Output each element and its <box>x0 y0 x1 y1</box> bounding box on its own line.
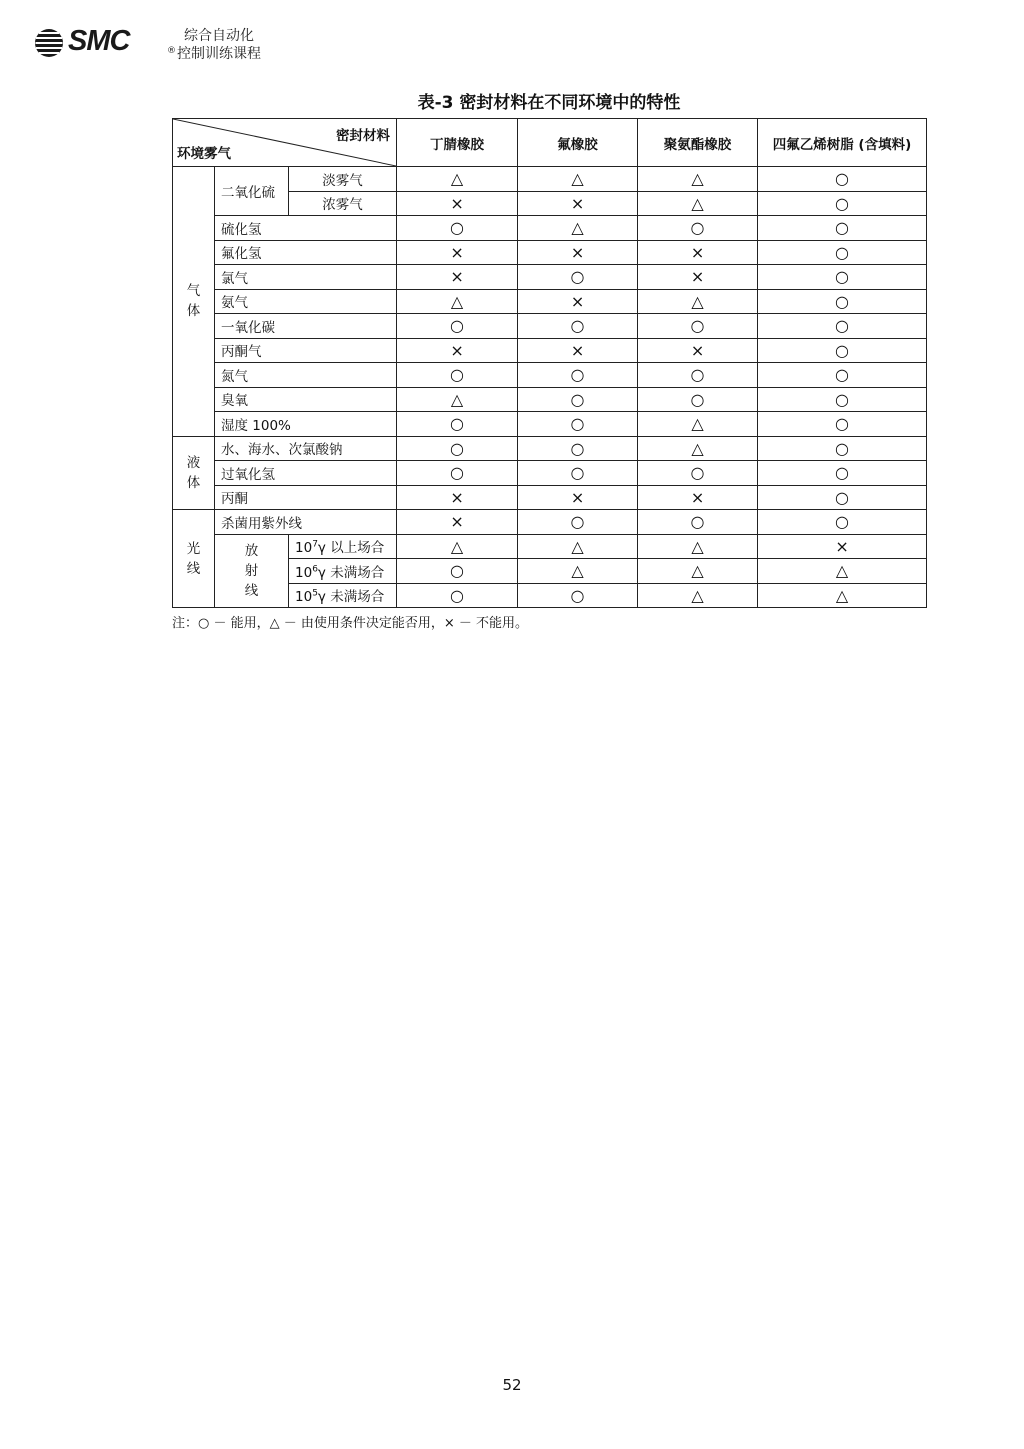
category-radiation: 放 射 线 <box>215 534 289 608</box>
row-label: 丙酮 <box>215 485 397 510</box>
cell-value: △ <box>758 559 927 584</box>
cell-value: ○ <box>397 583 518 608</box>
cell-value: × <box>758 534 927 559</box>
cell-value: △ <box>638 191 758 216</box>
smc-globe-icon <box>34 28 64 58</box>
cell-value: × <box>638 338 758 363</box>
cell-value: △ <box>518 534 638 559</box>
row-label <box>289 583 397 608</box>
label-base: 10 <box>295 589 313 606</box>
row-label: 一氧化碳 <box>215 314 397 339</box>
label-base: 10 <box>295 564 313 581</box>
cell-value: ○ <box>638 510 758 535</box>
cell-value: ○ <box>397 314 518 339</box>
cell-value: △ <box>397 534 518 559</box>
cell-value: ○ <box>758 363 927 388</box>
row-label: 水、海水、次氯酸钠 <box>215 436 397 461</box>
header-line-1: 综合自动化 <box>184 28 254 44</box>
cell-value: ○ <box>638 363 758 388</box>
table-row <box>173 314 927 339</box>
cell-value: △ <box>638 559 758 584</box>
row-label <box>289 534 397 559</box>
page-number: 52 <box>502 1376 522 1394</box>
row-label: 浓雾气 <box>289 191 397 216</box>
cell-value: ○ <box>758 314 927 339</box>
table-row <box>173 510 927 535</box>
category-so2: 二氧化硫 <box>215 167 289 216</box>
cell-value: ○ <box>397 559 518 584</box>
row-label: 氟化氢 <box>215 240 397 265</box>
row-label <box>289 559 397 584</box>
label-rest: γ 以上场合 <box>317 540 385 557</box>
row-label: 丙酮气 <box>215 338 397 363</box>
cell-value: ○ <box>758 265 927 290</box>
label-rest: γ 未满场合 <box>317 564 385 581</box>
table-row <box>173 461 927 486</box>
cell-value: ○ <box>758 240 927 265</box>
cell-value: ○ <box>758 289 927 314</box>
table-row <box>173 412 927 437</box>
cell-value: ○ <box>397 216 518 241</box>
cell-value: ○ <box>518 265 638 290</box>
cell-value: ○ <box>758 485 927 510</box>
cell-value: ○ <box>638 461 758 486</box>
cell-value: ○ <box>397 461 518 486</box>
table-row <box>173 534 927 559</box>
row-label: 氨气 <box>215 289 397 314</box>
smc-logo <box>34 24 274 64</box>
cell-value: △ <box>638 167 758 192</box>
label-base: 10 <box>295 540 313 557</box>
table-row <box>173 436 927 461</box>
cell-value: △ <box>397 387 518 412</box>
cell-value: ○ <box>758 338 927 363</box>
cell-value: ○ <box>518 363 638 388</box>
label-exponent: 6 <box>312 564 318 575</box>
cell-value: × <box>518 485 638 510</box>
cell-value: × <box>397 510 518 535</box>
cell-value: × <box>518 191 638 216</box>
cell-value: × <box>397 485 518 510</box>
row-label: 湿度 100% <box>215 412 397 437</box>
cell-value: △ <box>638 436 758 461</box>
cell-value: × <box>638 265 758 290</box>
cell-value: △ <box>638 583 758 608</box>
table-row <box>173 387 927 412</box>
cell-value: ○ <box>758 510 927 535</box>
material-header-nbr: 丁腈橡胶 <box>397 119 518 167</box>
cell-value: △ <box>758 583 927 608</box>
cell-value: × <box>638 485 758 510</box>
category-liquid: 液 体 <box>173 436 215 510</box>
cell-value: △ <box>518 167 638 192</box>
cell-value: △ <box>397 167 518 192</box>
row-label: 臭氧 <box>215 387 397 412</box>
table-row <box>173 363 927 388</box>
cell-value: △ <box>518 559 638 584</box>
cell-value: ○ <box>758 167 927 192</box>
cell-value: × <box>518 289 638 314</box>
cell-value: × <box>638 240 758 265</box>
cell-value: × <box>397 338 518 363</box>
brand-name: SMC <box>68 25 130 57</box>
cell-value: ○ <box>758 461 927 486</box>
table-row <box>173 240 927 265</box>
cell-value: × <box>518 338 638 363</box>
material-header-fkm: 氟橡胶 <box>518 119 638 167</box>
cell-value: ○ <box>518 583 638 608</box>
cell-value: ○ <box>638 387 758 412</box>
row-label: 过氧化氢 <box>215 461 397 486</box>
cell-value: × <box>397 191 518 216</box>
table-header-row <box>173 119 927 167</box>
cell-value: △ <box>518 216 638 241</box>
row-label: 淡雾气 <box>289 167 397 192</box>
cell-value: ○ <box>397 412 518 437</box>
cell-value: ○ <box>758 191 927 216</box>
label-rest: γ 未满场合 <box>317 589 385 606</box>
cell-value: ○ <box>758 436 927 461</box>
category-gas: 气 体 <box>173 167 215 437</box>
cell-value: × <box>397 240 518 265</box>
cell-value: ○ <box>397 363 518 388</box>
table-row <box>173 216 927 241</box>
row-label: 硫化氢 <box>215 216 397 241</box>
cell-value: △ <box>638 289 758 314</box>
seal-material-table <box>172 118 927 608</box>
cell-value: ○ <box>518 436 638 461</box>
cell-value: △ <box>397 289 518 314</box>
table-row <box>173 265 927 290</box>
material-header-ptfe: 四氟乙烯树脂 (含填料) <box>758 119 927 167</box>
cell-value: ○ <box>758 216 927 241</box>
table-row <box>173 289 927 314</box>
cell-value: ○ <box>638 314 758 339</box>
row-label: 氯气 <box>215 265 397 290</box>
row-label: 氮气 <box>215 363 397 388</box>
cell-value: ○ <box>518 461 638 486</box>
category-light: 光 线 <box>173 510 215 608</box>
legend-note: 注：○ － 能用，△ － 由使用条件决定能否用，× － 不能用。 <box>172 616 529 631</box>
header-corner-cell <box>173 119 397 167</box>
material-header-pu: 聚氨酯橡胶 <box>638 119 758 167</box>
cell-value: △ <box>638 412 758 437</box>
label-exponent: 7 <box>312 539 318 550</box>
cell-value: ○ <box>518 510 638 535</box>
cell-value: ○ <box>518 387 638 412</box>
row-label: 杀菌用紫外线 <box>215 510 397 535</box>
cell-value: ○ <box>518 314 638 339</box>
cell-value: △ <box>638 534 758 559</box>
label-exponent: 5 <box>312 588 318 599</box>
cell-value: ○ <box>638 216 758 241</box>
table-row <box>173 338 927 363</box>
corner-environment-label: 环境雾气 <box>177 146 231 162</box>
header-line-2: 控制训练课程 <box>177 46 261 62</box>
table-row <box>173 485 927 510</box>
table-title: 表-3 密封材料在不同环境中的特性 <box>417 93 681 113</box>
cell-value: ○ <box>518 412 638 437</box>
cell-value: × <box>397 265 518 290</box>
cell-value: ○ <box>397 436 518 461</box>
registered-mark: ® <box>167 46 176 56</box>
cell-value: ○ <box>758 412 927 437</box>
cell-value: × <box>518 240 638 265</box>
cell-value: ○ <box>758 387 927 412</box>
table-row <box>173 167 927 192</box>
corner-material-label: 密封材料 <box>336 128 391 144</box>
